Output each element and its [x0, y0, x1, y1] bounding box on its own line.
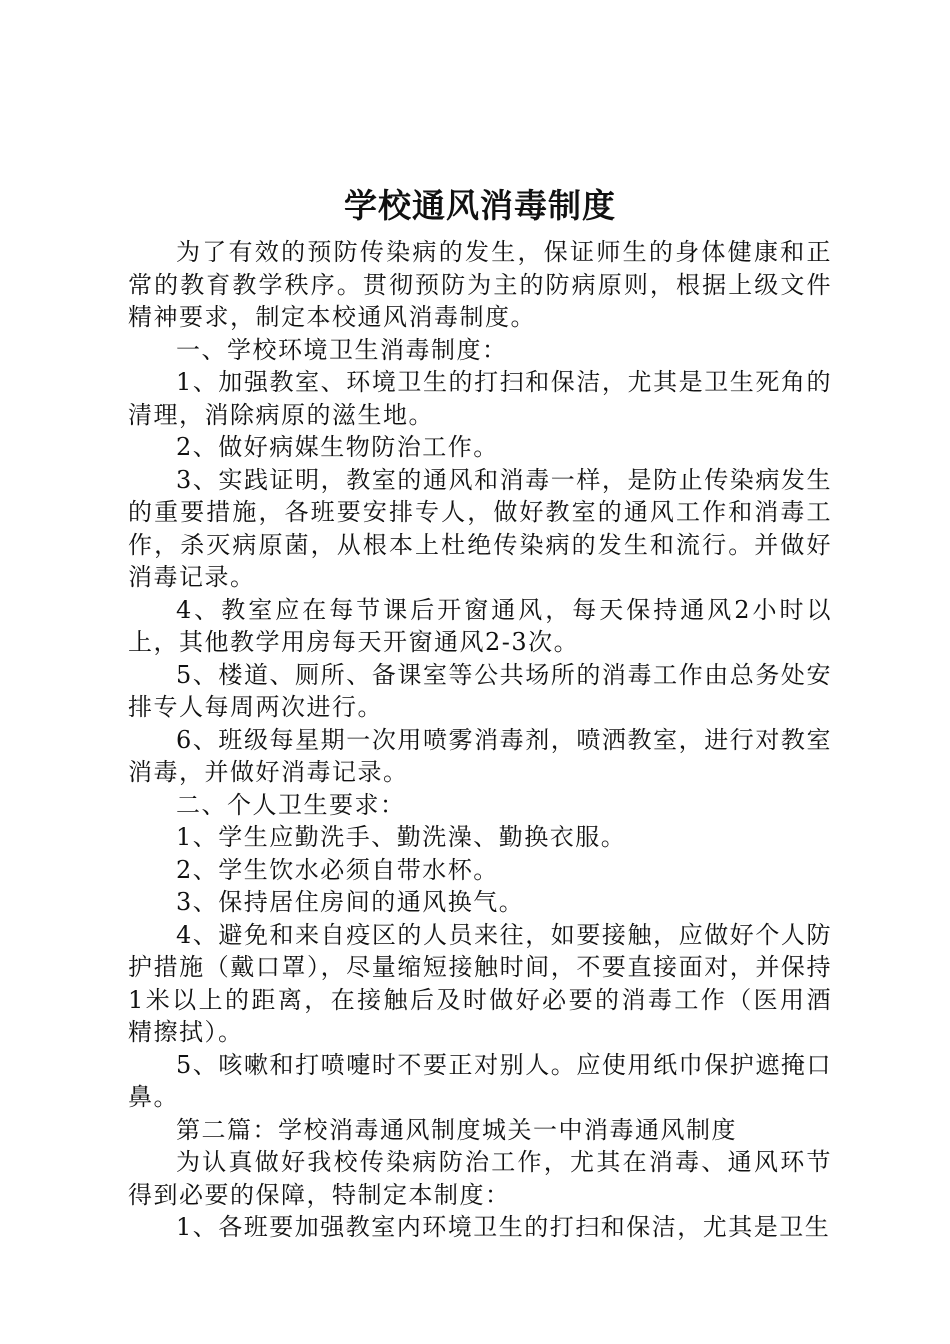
document-title: 学校通风消毒制度 [344, 186, 616, 225]
part-two-heading: 第二篇：学校消毒通风制度城关一中消毒通风制度 [176, 1115, 737, 1144]
list-item: 5、楼道、厕所、备课室等公共场所的消毒工作由总务处安排专人每周两次进行。 [128, 660, 832, 721]
list-item: 1、加强教室、环境卫生的打扫和保洁，尤其是卫生死角的清理，消除病原的滋生地。 [128, 368, 832, 429]
paragraph-part-two-intro: 为认真做好我校传染病防治工作，尤其在消毒、通风环节得到必要的保障，特制定本制度： [128, 1148, 832, 1209]
list-item: 1、学生应勤洗手、勤洗澡、勤换衣服。 [176, 823, 627, 851]
list-item: 3、实践证明，教室的通风和消毒一样，是防止传染病发生的重要措施，各班要安排专人，做好教室的通风工作和消毒工作，杀灭病原菌，从根本上杜绝传染病的发生和流行。并做好消毒记录。 [128, 465, 832, 591]
list-item: 6、班级每星期一次用喷雾消毒剂，喷洒教室，进行对教室消毒，并做好消毒记录。 [128, 725, 832, 786]
list-item: 3、保持居住房间的通风换气。 [176, 888, 525, 916]
list-item: 2、做好病媒生物防治工作。 [176, 433, 499, 461]
list-item: 5、咳嗽和打喷嚏时不要正对别人。应使用纸巾保护遮掩口鼻。 [128, 1050, 832, 1111]
list-item: 1、各班要加强教室内环境卫生的打扫和保洁，尤其是卫生 [176, 1213, 831, 1241]
paragraph-intro: 为了有效的预防传染病的发生，保证师生的身体健康和正常的教育教学秩序。贯彻预防为主的防病原则，根据上级文件精神要求，制定本校通风消毒制度。 [128, 238, 832, 331]
section-heading-environment: 一、学校环境卫生消毒制度： [176, 335, 508, 364]
list-item: 4、教室应在每节课后开窗通风，每天保持通风2小时以上，其他教学用房每天开窗通风2-3次。 [128, 595, 832, 656]
list-item: 2、学生饮水必须自带水杯。 [176, 855, 499, 884]
document-page [128, 182, 832, 1244]
section-heading-personal: 二、个人卫生要求： [176, 790, 406, 819]
list-item: 4、避免和来自疫区的人员来往，如要接触，应做好个人防护措施（戴口罩），尽量缩短接触时间，不要直接面对，并保持1米以上的距离，在接触后及时做好必要的消毒工作（医用酒精擦拭）。 [128, 920, 832, 1046]
